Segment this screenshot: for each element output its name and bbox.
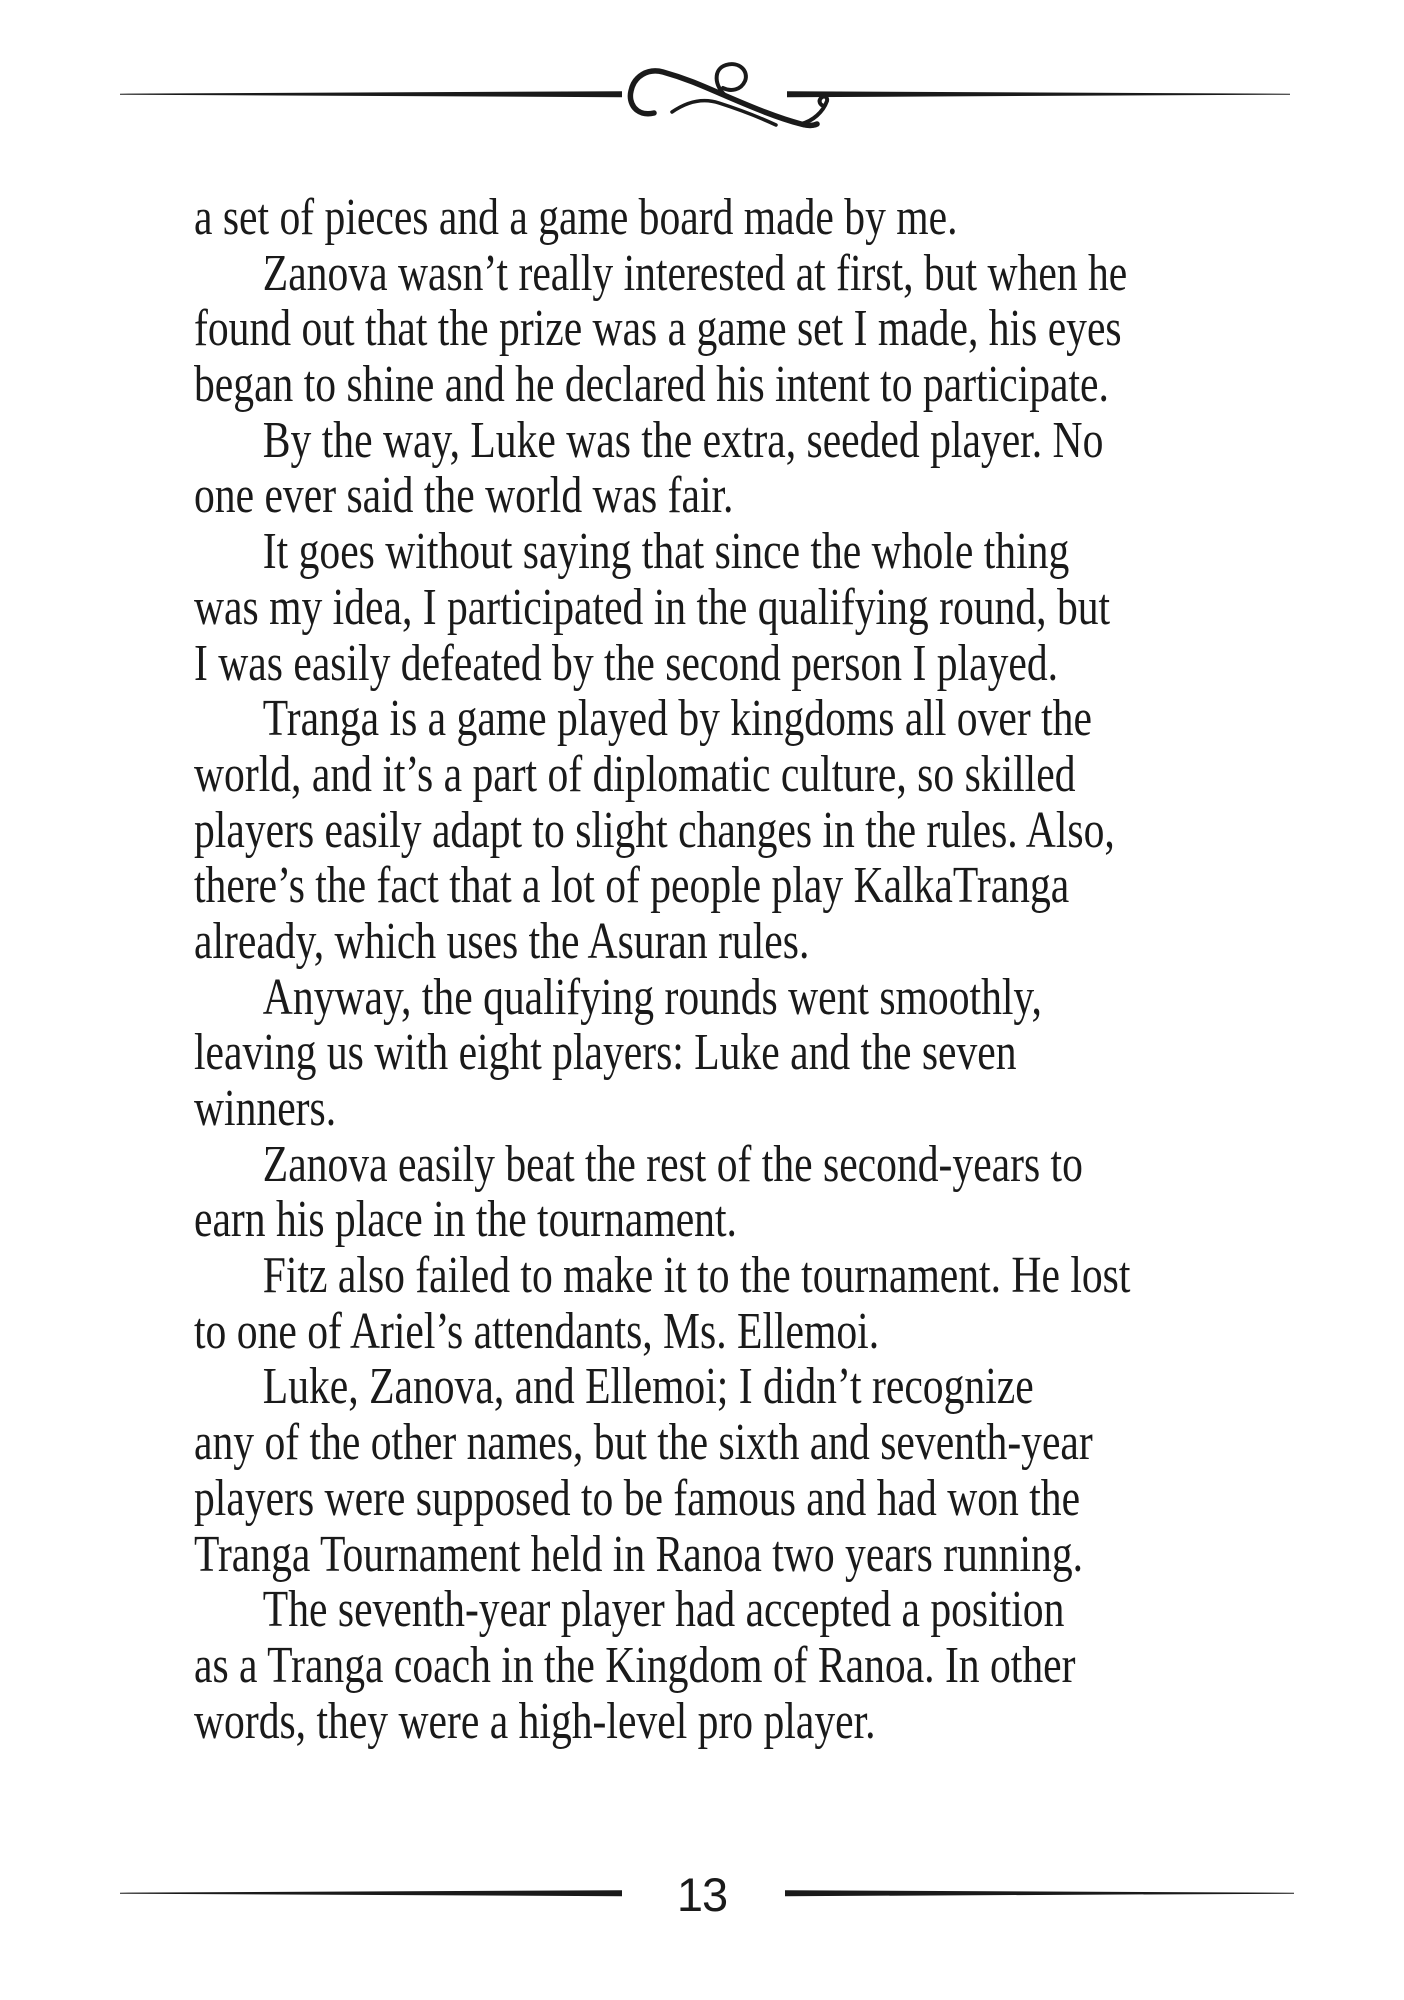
tapered-rule-right — [787, 91, 1290, 97]
flourish-ornament-icon — [630, 64, 827, 125]
text-line: Anyway, the qualifying rounds went smoothly, — [262, 968, 1042, 1026]
text-line: began to shine and he declared his intent to participate. — [194, 356, 1109, 414]
text-line: as a Tranga coach in the Kingdom of Ranoa. In other — [194, 1636, 1076, 1694]
text-line: there’s the fact that a lot of people play KalkaTranga — [194, 857, 1070, 915]
tapered-rule-left — [120, 91, 622, 97]
text-line: players easily adapt to slight changes in the rules. Also, — [194, 801, 1115, 859]
text-line: Zanova easily beat the rest of the second-years to — [262, 1135, 1083, 1193]
text-line: leaving us with eight players: Luke and the seven — [194, 1024, 1017, 1082]
text-line: was my idea, I participated in the qualifying round, but — [194, 578, 1111, 636]
header-divider — [0, 0, 1404, 170]
page-number: 13 — [676, 1868, 728, 1921]
text-line: already, which uses the Asuran rules. — [194, 912, 810, 970]
text-line: earn his place in the tournament. — [194, 1191, 737, 1249]
text-line: By the way, Luke was the extra, seeded player. No — [262, 411, 1104, 469]
text-line: Luke, Zanova, and Ellemoi; I didn’t recognize — [262, 1358, 1034, 1416]
text-line: The seventh-year player had accepted a position — [262, 1581, 1065, 1639]
text-line: one ever said the world was fair. — [194, 467, 734, 525]
text-line: Zanova wasn’t really interested at first, but when he — [262, 244, 1128, 302]
text-line: It goes without saying that since the whole thing — [262, 523, 1070, 581]
text-line: a set of pieces and a game board made by me. — [194, 189, 958, 246]
text-line: world, and it’s a part of diplomatic culture, so skilled — [194, 745, 1076, 803]
text-line: found out that the prize was a game set I made, his eyes — [194, 300, 1122, 358]
text-line: winners. — [194, 1080, 337, 1137]
text-line: Fitz also failed to make it to the tournament. He lost — [262, 1247, 1131, 1305]
text-line: players were supposed to be famous and had won the — [194, 1469, 1081, 1527]
text-line: to one of Ariel’s attendants, Ms. Ellemoi. — [194, 1302, 880, 1360]
text-line: any of the other names, but the sixth and seventh-year — [194, 1414, 1093, 1472]
text-line: Tranga Tournament held in Ranoa two years running. — [194, 1525, 1084, 1583]
text-line: Tranga is a game played by kingdoms all over the — [262, 690, 1092, 748]
page-text — [194, 190, 1130, 1749]
text-line: I was easily defeated by the second person I played. — [194, 634, 1059, 692]
text-line: words, they were a high-level pro player. — [194, 1692, 876, 1750]
